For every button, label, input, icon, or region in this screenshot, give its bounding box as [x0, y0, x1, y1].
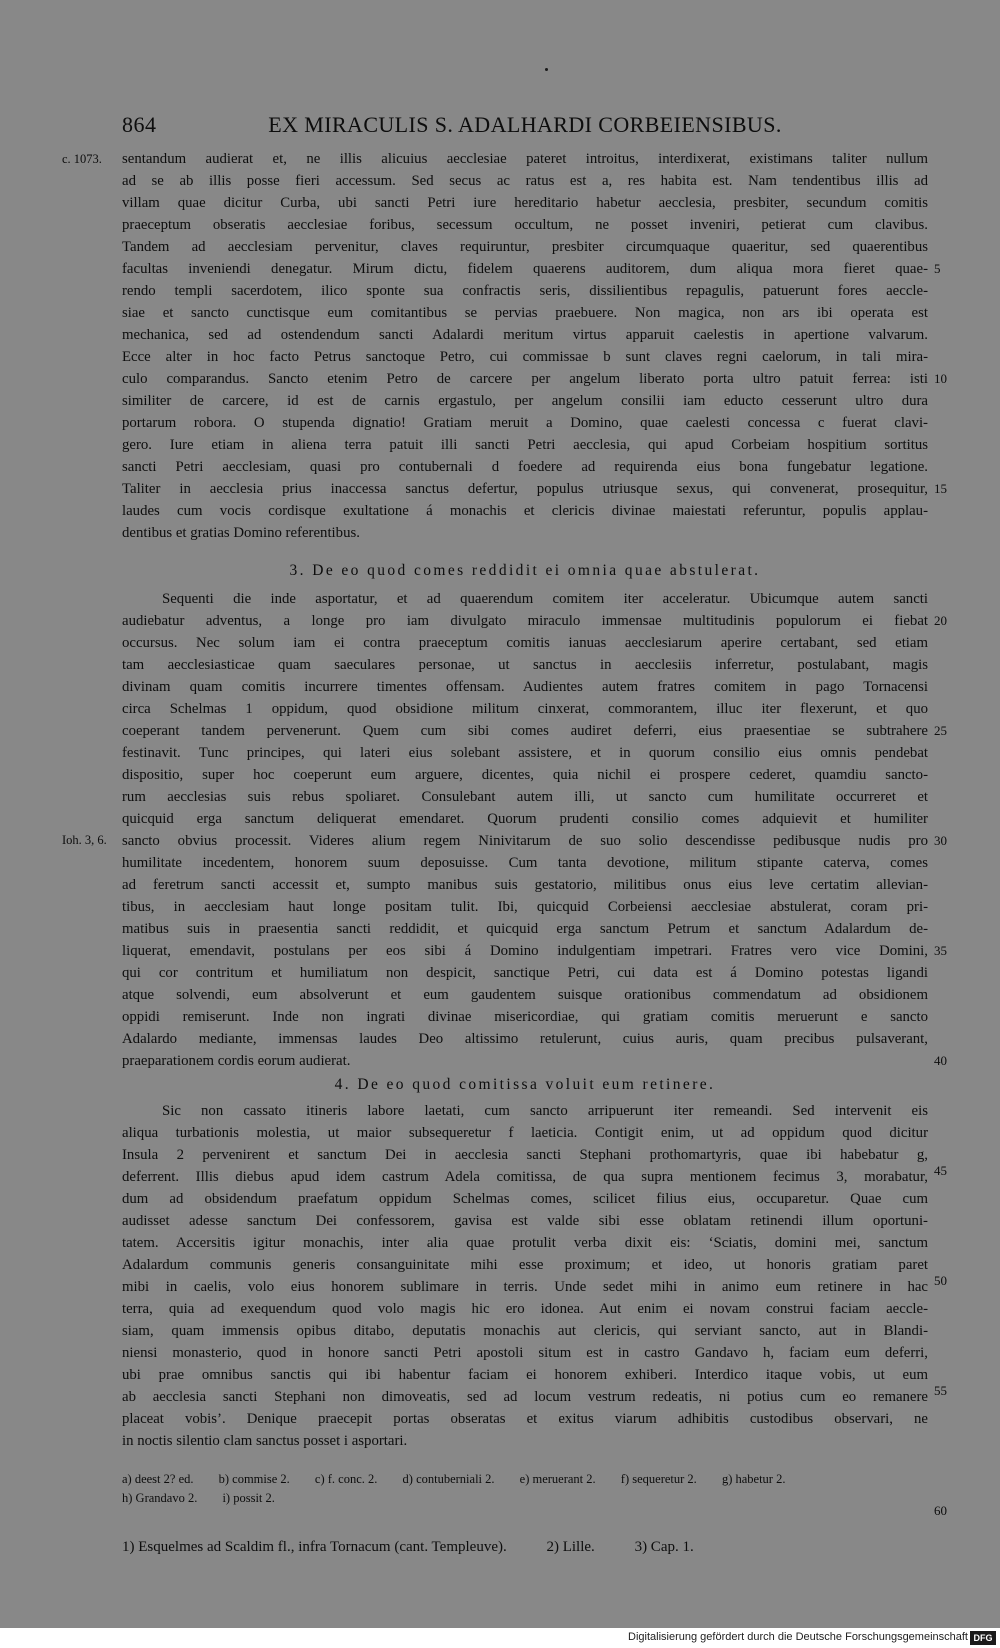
text-line: sancto obvius processit. Videres alium regem Ninivitarum de suo solio descendisse pedibusque nudis pro — [122, 833, 928, 849]
footnote: 3) Cap. 1. — [634, 1539, 694, 1555]
text-line: gero. Iure etiam in aliena terra patuit illi sancti Petri aecclesia, qui apud Corbeiam hospitium sortitus — [122, 437, 928, 453]
text-line: humilitate incedentem, honorem suum deposuisse. Cum tanta devotione, militum stipante caterva, comes — [122, 855, 928, 871]
text-line: praeceptum obseratis aecclesiae foribus, secessum occultum, ne posset inveniri, petierat cum clavibus. — [122, 217, 928, 233]
text-line: Insula 2 pervenirent et sanctum Dei in aecclesia sancti Stephani prothomartyris, quae ibi habebatur g, — [122, 1147, 928, 1163]
variant-note: g) habetur 2. — [721, 1472, 786, 1486]
variant-note: b) commise 2. — [218, 1472, 290, 1486]
text-line: sancti Petri aecclesiam, quasi pro contubernali d foedere ad requirenda eius bona fungebatur legatione. — [122, 459, 928, 475]
text-line: Taliter in aecclesia prius inaccessa sanctus defertur, populus utriusque sexus, qui convenerat, prosequitur, — [122, 481, 928, 497]
paragraph-countess — [122, 1100, 928, 1452]
variant-note: e) meruerant 2. — [519, 1472, 596, 1486]
credit-bar — [0, 1628, 1000, 1648]
text-line: mibi in caelis, volo eius honorem sublimare in terris. Unde sedet mihi in animo eum retinere in hac — [122, 1279, 928, 1295]
line-number: 45 — [934, 1163, 947, 1178]
text-line: audisset adesse sanctum Dei confessorem, gavisa est valde sibi esse oblatam retinendi illum oportuni- — [122, 1213, 928, 1229]
running-title: EX MIRACULIS S. ADALHARDI CORBEIENSIBUS. — [268, 112, 782, 137]
variant-row — [122, 1470, 928, 1489]
text-line: aliqua turbationis molestia, ut maior subsequeretur f laeticia. Contigit enim, ut ad oppidum quod dicitur — [122, 1125, 928, 1141]
text-line: facultas inveniendi denegatur. Mirum dictu, fidelem quaerens auditorem, dum aliqua mora fieret quae- — [122, 261, 928, 277]
text-line: festinavit. Tunc principes, qui lateri eius solebant assistere, et in quorum consilio eius omnis pendebat — [122, 745, 928, 761]
text-line: ad se ab illis posse fieri accessum. Sed secus ac ratus est a, res habita est. Nam tendentibus illis ad — [122, 173, 928, 189]
text-line: qui cor contritum et humiliatum non despicit, sanctique Petri, cui data est á Domino potestas ligandi — [122, 965, 928, 981]
paragraph-miracle-doors — [122, 148, 928, 544]
text-line: similiter de carcere, id est de carnis ergastulo, per angelum consilii iam educto cesserunt ultro dura — [122, 393, 928, 409]
text-line: villam quae dicitur Curba, ubi sancti Petri iure hereditario habetur aecclesia, presbiter, secundum comitis — [122, 195, 928, 211]
text-line: ad feretrum sancti accessit et, sumpto manibus suis gestatorio, militibus onus eius leve certatim allevian- — [122, 877, 928, 893]
section-heading-3: 3. De eo quod comes reddidit ei omnia quae abstulerat. — [289, 562, 761, 579]
variant-note: h) Grandavo 2. — [122, 1491, 198, 1505]
text-line: niensi monasterio, quod in honore sancti Petri apostoli situm est in castro Gandavo h, faciam eum deferri, — [122, 1345, 928, 1361]
footnote: 2) Lille. — [546, 1539, 595, 1555]
text-line: quicquid erga sanctum deliquerat emendaret. Quorum prudenti consilio comes adquievit et humiliter — [122, 811, 928, 827]
margin-date: c. 1073. — [62, 152, 102, 166]
line-number: 35 — [934, 943, 947, 958]
text-line: sentandum audierat et, ne illis alicuius aecclesiae pateret introitus, interdixerat, existimans taliter nullum — [122, 151, 928, 167]
text-line: atque solvendi, eum absolverunt et eum gaudentem suisque orationibus commendatum ad obsidionem — [122, 987, 928, 1003]
text-line: Sequenti die inde asportatur, et ad quaerendum comitem iter acceleratur. Ubicumque autem sancti — [162, 591, 928, 607]
line-number: 5 — [934, 261, 941, 276]
text-line: tam aecclesiasticae quam saeculares personae, ut sanctus in aecclesiis inferretur, postulabant, magis — [122, 657, 928, 673]
stray-dot — [545, 68, 548, 71]
text-line: coeperant tandem pervenerunt. Quem cum sibi comes audiret deferri, eius praesentiae se subtrahere — [122, 723, 928, 739]
margin-bible-ref: Ioh. 3, 6. — [62, 833, 107, 847]
text-line: siae et sancto cunctisque eum comitantibus se pervias praebuere. Non magica, non ars ibi operata est — [122, 305, 928, 321]
variant-note: i) possit 2. — [222, 1491, 275, 1505]
text-line: portarum robora. O stupenda dignatio! Gratiam meruit a Domino, quae caelesti concessa c fuerat clavi- — [122, 415, 928, 431]
page-header — [122, 112, 928, 146]
text-line: praeparationem cordis eorum audierat. — [122, 1053, 351, 1069]
line-number: 25 — [934, 723, 947, 738]
text-line: dum ad obsidendum praefatum oppidum Schelmas comes, scilicet filius eius, occuparetur. Quae cum — [122, 1191, 928, 1207]
text-line: laudes cum vocis cordisque exultatione á monachis et clericis divinae maiestati referuntur, populis applau- — [122, 503, 928, 519]
text-line: terra, quia ad exequendum quod volo magis hic ero idonea. Aut enim ei novam construi faciam aeccle- — [122, 1301, 928, 1317]
variant-note: c) f. conc. 2. — [314, 1472, 378, 1486]
page-number: 864 — [122, 112, 157, 137]
critical-apparatus — [122, 1470, 928, 1508]
footnotes — [122, 1536, 928, 1558]
text-line: placeat vobis’. Denique praecepit portas obseratas et exitus viarum adhibitis custodibus observari, ne — [122, 1411, 928, 1427]
line-number: 55 — [934, 1383, 947, 1398]
paragraph-count-restores — [122, 588, 928, 1072]
variant-note: d) contuberniali 2. — [402, 1472, 495, 1486]
line-number: 20 — [934, 613, 947, 628]
text-line: audiebatur adventus, a longe pro iam divulgato miraculo immensae multitudinis populorum ei fiebat — [122, 613, 928, 629]
variant-row — [122, 1489, 928, 1508]
text-line: Adalardo mediante, immensas laudes Deo altissimo retulerunt, cuius auris, quam precibus pulsaverant, — [122, 1031, 928, 1047]
section-heading-4: 4. De eo quod comitissa voluit eum retinere. — [334, 1076, 716, 1093]
variant-note: a) deest 2? ed. — [122, 1472, 194, 1486]
text-line: deferrent. Illis diebus apud idem castrum Adela comitissa, de qua supra mentionem fecimus 3, morabatur, — [122, 1169, 928, 1185]
line-number: 30 — [934, 833, 947, 848]
text-line: tibus, in aecclesiam haut longe positam tulit. Ibi, quicquid Corbeiensi aecclesiae abstulerat, coram pri- — [122, 899, 928, 915]
line-number: 50 — [934, 1273, 947, 1288]
text-line: rendo templi sacerdotem, ilico sponte sua confractis seris, dissilientibus repagulis, patuerunt fores aeccle- — [122, 283, 928, 299]
line-number: 60 — [934, 1503, 947, 1518]
line-number: 10 — [934, 371, 947, 386]
text-line: culo comparandus. Sancto etenim Petro de carcere per angelum liberato porta ultro patuit ferrea: isti — [122, 371, 928, 387]
text-line: occursus. Nec solum iam ei contra praeceptum comitis ianuas aecclesiarum aperire certabant, sed etiam — [122, 635, 928, 651]
text-line: ab aecclesia sancti Stephani non dimoveatis, sed ad locum vestrum redeatis, ni potius cum eo remanere — [122, 1389, 928, 1405]
variant-note: f) sequeretur 2. — [620, 1472, 697, 1486]
dfg-logo: DFG — [970, 1631, 996, 1645]
text-line: Adalardum communis generis consanguinitate mihi esse proximum; et ideo, ut honoris gratiam paret — [122, 1257, 928, 1273]
text-line: dispositio, super hoc coeperunt eum arguere, dicentes, quia nichil ei prospere cederet, quamdiu sancto- — [122, 767, 928, 783]
line-number: 15 — [934, 481, 947, 496]
footnote: 1) Esquelmes ad Scaldim fl., infra Tornacum (cant. Templeuve). — [122, 1539, 507, 1555]
text-line: circa Schelmas 1 oppidum, quod obsidione militum cinxerat, commorantem, illuc iter flexerunt, et quo — [122, 701, 928, 717]
line-number: 40 — [934, 1053, 947, 1068]
text-line: in noctis silentio clam sanctus posset i asportari. — [122, 1433, 408, 1449]
text-line: siam, quam immensis opibus ditabo, deputatis monachis aut clericis, qui serviant sancto, aut in Blandi- — [122, 1323, 928, 1339]
text-line: matibus suis in praesentia sancti reddidit, et quicquid erga sanctum Petrum et sanctum Adalardum de- — [122, 921, 928, 937]
text-line: divinam quam comitis incurrere timentes offensam. Audientes autem fratres comitem in pago Tornacensi — [122, 679, 928, 695]
text-line: mechanica, sed ad ostendendum sancti Adalardi meritum virtus apparuit caelestis in apertione valvarum. — [122, 327, 928, 343]
text-line: liquerat, emendavit, postulans per eos sibi á Domino indulgentiam impetrari. Fratres vero vice Domini, — [122, 943, 928, 959]
text-line: dentibus et gratias Domino referentibus. — [122, 525, 360, 541]
text-line: tatem. Accersitis igitur monachis, inter alia quae protulit verba dixit eis: ‘Sciatis, domini mei, sanctum — [122, 1235, 928, 1251]
text-line: Ecce alter in hoc facto Petrus sanctoque Petro, cui commissae b sunt claves regni caelorum, in tali mira- — [122, 349, 928, 365]
text-line: rum aecclesias suis rebus spoliaret. Consulebant autem illi, ut sancto cum humilitate occurreret et — [122, 789, 928, 805]
text-line: ubi prae omnibus sanctis qui ibi habentur faciam ei honorem exhiberi. Interdico itaque vobis, ut eum — [122, 1367, 928, 1383]
text-line: Sic non cassato itineris labore laetati, cum sancto arripuerunt iter remeandi. Sed intervenit eis — [162, 1103, 928, 1119]
credit-text: Digitalisierung gefördert durch die Deutsche Forschungsgemeinschaft — [628, 1631, 968, 1643]
text-line: Tandem ad aecclesiam pervenitur, claves requiruntur, presbiter circumquaque quaeritur, sed quaerentibus — [122, 239, 928, 255]
text-line: oppidi remiserunt. Inde non ingrati divinae misericordiae, qui gratiam comitis meruerunt e sancto — [122, 1009, 928, 1025]
